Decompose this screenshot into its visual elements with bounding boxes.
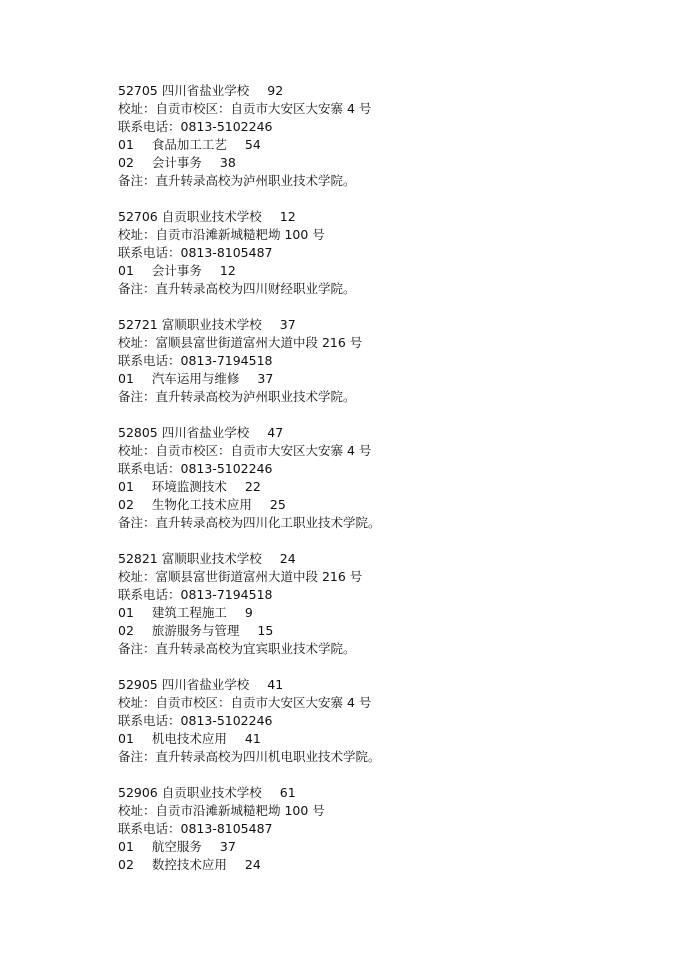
document-page [118, 82, 658, 892]
school-entry [118, 208, 658, 298]
major-no: 02 [118, 497, 134, 512]
major-no: 01 [118, 137, 134, 152]
school-phone: 联系电话：0813-5102246 [118, 119, 273, 134]
major-row [118, 496, 658, 514]
school-header [118, 82, 658, 100]
major-no: 02 [118, 857, 134, 872]
school-entry [118, 424, 658, 532]
major-row [118, 622, 658, 640]
school-name: 自贡职业技术学校 [161, 209, 262, 224]
major-no: 02 [118, 623, 134, 638]
major-no: 01 [118, 731, 134, 746]
school-name: 富顺职业技术学校 [161, 317, 262, 332]
school-total: 92 [267, 83, 284, 98]
school-total: 41 [267, 677, 284, 692]
school-code: 52805 [118, 425, 158, 440]
school-entry [118, 82, 658, 190]
school-entry [118, 550, 658, 658]
school-address: 校址：富顺县富世街道富州大道中段 216 号 [118, 569, 363, 584]
school-address: 校址：自贡市校区：自贡市大安区大安寨 4 号 [118, 695, 372, 710]
major-row [118, 604, 658, 622]
school-phone: 联系电话：0813-5102246 [118, 461, 273, 476]
school-note: 备注：直升转录高校为宜宾职业技术学院。 [118, 641, 356, 656]
major-count: 12 [219, 263, 236, 278]
school-name: 富顺职业技术学校 [161, 551, 262, 566]
major-count: 41 [244, 731, 261, 746]
major-no: 02 [118, 155, 134, 170]
school-address: 校址：富顺县富世街道富州大道中段 216 号 [118, 335, 363, 350]
major-count: 9 [244, 605, 253, 620]
school-note: 备注：直升转录高校为泸州职业技术学院。 [118, 389, 356, 404]
major-name: 建筑工程施工 [151, 605, 227, 620]
school-note: 备注：直升转录高校为四川化工职业技术学院。 [118, 515, 381, 530]
school-note: 备注：直升转录高校为四川机电职业技术学院。 [118, 749, 381, 764]
major-row [118, 136, 658, 154]
school-total: 12 [279, 209, 296, 224]
school-total: 47 [267, 425, 284, 440]
major-name: 食品加工工艺 [151, 137, 227, 152]
major-no: 01 [118, 371, 134, 386]
major-name: 会计事务 [151, 263, 202, 278]
school-code: 52705 [118, 83, 158, 98]
school-code: 52821 [118, 551, 158, 566]
school-phone: 联系电话：0813-8105487 [118, 821, 273, 836]
major-row [118, 856, 658, 874]
school-phone: 联系电话：0813-7194518 [118, 587, 273, 602]
school-entry [118, 784, 658, 874]
school-header [118, 208, 658, 226]
school-header [118, 550, 658, 568]
major-count: 38 [219, 155, 236, 170]
school-entry [118, 676, 658, 766]
major-name: 数控技术应用 [151, 857, 227, 872]
major-name: 汽车运用与维修 [151, 371, 240, 386]
school-header [118, 316, 658, 334]
school-phone: 联系电话：0813-8105487 [118, 245, 273, 260]
major-count: 24 [244, 857, 261, 872]
major-count: 37 [257, 371, 274, 386]
school-name: 四川省盐业学校 [161, 83, 250, 98]
school-header [118, 424, 658, 442]
major-row [118, 838, 658, 856]
school-entry [118, 316, 658, 406]
school-code: 52706 [118, 209, 158, 224]
major-count: 54 [244, 137, 261, 152]
major-row [118, 154, 658, 172]
school-note: 备注：直升转录高校为四川财经职业学院。 [118, 281, 356, 296]
major-count: 15 [257, 623, 274, 638]
major-row [118, 730, 658, 748]
school-phone: 联系电话：0813-7194518 [118, 353, 273, 368]
major-no: 01 [118, 605, 134, 620]
school-header [118, 676, 658, 694]
school-name: 自贡职业技术学校 [161, 785, 262, 800]
school-address: 校址：自贡市校区：自贡市大安区大安寨 4 号 [118, 101, 372, 116]
major-name: 生物化工技术应用 [151, 497, 252, 512]
major-count: 37 [219, 839, 236, 854]
school-total: 61 [279, 785, 296, 800]
school-code: 52905 [118, 677, 158, 692]
major-row [118, 478, 658, 496]
major-no: 01 [118, 479, 134, 494]
major-row [118, 370, 658, 388]
school-code: 52906 [118, 785, 158, 800]
major-name: 会计事务 [151, 155, 202, 170]
school-address: 校址：自贡市沿滩新城糙粑坳 100 号 [118, 227, 325, 242]
school-code: 52721 [118, 317, 158, 332]
major-count: 22 [244, 479, 261, 494]
major-count: 25 [269, 497, 286, 512]
school-total: 24 [279, 551, 296, 566]
school-total: 37 [279, 317, 296, 332]
major-name: 旅游服务与管理 [151, 623, 240, 638]
school-name: 四川省盐业学校 [161, 425, 250, 440]
school-name: 四川省盐业学校 [161, 677, 250, 692]
school-address: 校址：自贡市校区：自贡市大安区大安寨 4 号 [118, 443, 372, 458]
school-phone: 联系电话：0813-5102246 [118, 713, 273, 728]
major-name: 航空服务 [151, 839, 202, 854]
major-name: 环境监测技术 [151, 479, 227, 494]
major-no: 01 [118, 263, 134, 278]
school-note: 备注：直升转录高校为泸州职业技术学院。 [118, 173, 356, 188]
major-row [118, 262, 658, 280]
school-address: 校址：自贡市沿滩新城糙粑坳 100 号 [118, 803, 325, 818]
major-name: 机电技术应用 [151, 731, 227, 746]
school-header [118, 784, 658, 802]
major-no: 01 [118, 839, 134, 854]
